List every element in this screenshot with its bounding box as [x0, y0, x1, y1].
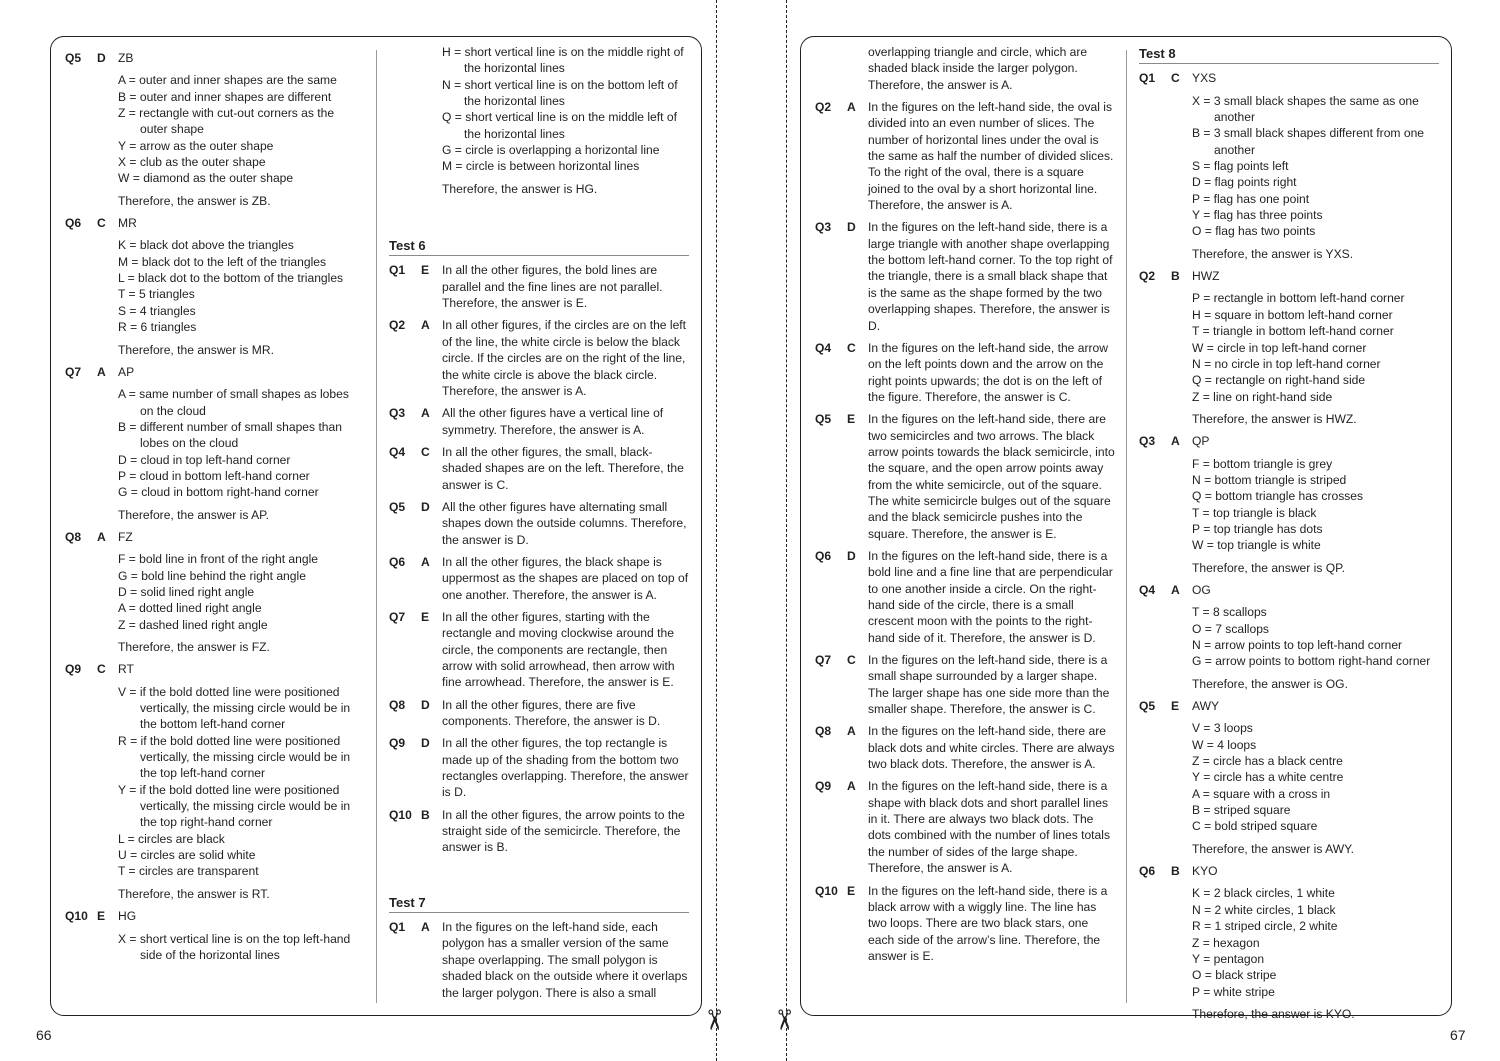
answer-statement: Therefore, the answer is FZ. [118, 640, 270, 654]
key-item: R = 1 striped circle, 2 white [1192, 919, 1338, 934]
scissors-icon: ✂ [698, 1008, 730, 1032]
question-row [389, 554, 689, 603]
answer-letter: A [421, 406, 430, 421]
key-list [1192, 93, 1439, 240]
key-item: W = diamond as the outer shape [118, 171, 294, 186]
key-item: K = black dot above the triangles [118, 238, 294, 253]
key-item: L = black dot to the bottom of the triangles [118, 271, 344, 286]
answer-statement: Therefore, the answer is AP. [118, 507, 270, 522]
question-row [65, 364, 365, 380]
explanation-text: In the figures on the left-hand side, there is a large triangle with another shape overlapping the bottom left-hand corner. To the top right of the triangle, there is a small black shape that is the same as the shape formed by the two overlapping shapes. Therefore, the answer is D. [868, 220, 1113, 333]
key-item: Z = line on right-hand side [1192, 389, 1333, 404]
question-number: Q2 [389, 318, 406, 333]
key-item: X = short vertical line is on the top left-hand side of the horizontal lines [118, 931, 351, 962]
answer-letter: D [421, 499, 430, 514]
answer-statement: Therefore, the answer is MR. [118, 342, 274, 357]
answer-letter: B [1171, 269, 1180, 284]
question-row [1139, 70, 1439, 86]
question-number: Q9 [65, 662, 82, 677]
key-list [118, 386, 365, 500]
answer-code: QP [1192, 434, 1210, 449]
explanation-text: In all other figures, if the circles are on the left of the line, the white circle is below the black circle. If the circles are on the right of the line, the white circle is above the black circle. Therefore, the answer is A. [442, 318, 687, 398]
key-item: W = circle in top left-hand corner [1192, 340, 1367, 355]
key-item: K = 2 black circles, 1 white [1192, 886, 1335, 901]
key-item: S = 4 triangles [118, 303, 196, 318]
answer-statement: Therefore, the answer is OG. [1192, 676, 1348, 691]
explanation-text: In all the other figures, the black shape is uppermost as the shapes are placed on top of one another. Therefore, the answer is A. [442, 554, 689, 602]
key-item: Y = circle has a white centre [1192, 770, 1344, 785]
column-1 [65, 44, 365, 963]
key-list [1192, 720, 1439, 834]
key-item: P = rectangle in bottom left-hand corner [1192, 291, 1405, 306]
key-item: T = 8 scallops [1192, 605, 1267, 620]
answer-code: AP [118, 364, 135, 379]
question-row [1139, 433, 1439, 449]
key-item: T = top triangle is black [1192, 505, 1317, 520]
key-item: V = if the bold dotted line were positioned vertically, the missing circle would be in the bottom left-hand corner [118, 684, 351, 732]
key-item: T = circles are transparent [118, 864, 259, 879]
explanation-text: In all the other figures, the top rectangle is made up of the shading from the bottom two rectangles overlapping. Therefore, the answer is D. [442, 736, 689, 800]
explanation-text: In all the other figures, starting with the rectangle and moving clockwise around the circle, the components are rectangle, then arrow with solid arrowhead, then arrow with fine arrowhead. Therefore, the answer is E. [442, 609, 675, 690]
key-item: N = arrow points to top left-hand corner [1192, 638, 1403, 652]
key-item: P = flag has one point [1192, 191, 1310, 206]
question-row [389, 499, 689, 548]
key-item: G = cloud in bottom right-hand corner [118, 485, 319, 500]
key-item: Z = rectangle with cut-out corners as the outer shape [118, 106, 335, 137]
question-row [65, 529, 365, 545]
question-number: Q1 [1139, 71, 1156, 86]
test-6-heading: Test 6 [389, 238, 689, 256]
explanation-text: In the figures on the left-hand side, each polygon has a smaller version of the same shape overlapping. The small polygon is shaded black on the outside where it overlaps the larger polygon. There is also a small [442, 920, 688, 1000]
answer-code: RT [118, 662, 134, 677]
question-number: Q10 [389, 807, 412, 822]
answer-letter: C [1171, 71, 1180, 86]
key-item: G = circle is overlapping a horizontal line [442, 143, 660, 158]
answer-letter: A [97, 364, 106, 379]
explanation-text: In the figures on the left-hand side, the oval is divided into an even number of slices. The number of horizontal lines under the oval is the same as half the number of divided slices. To the right of the oval, there is a square joined to the oval by a short horizontal line. Therefore, the answer is A. [868, 100, 1114, 213]
key-item: A = same number of small shapes as lobes on the cloud [118, 387, 349, 418]
answer-letter: E [421, 263, 430, 278]
explanation-text: In the figures on the left-hand side, there are two semicircles and two arrows. The black arrow points towards the black semicircle, into the square, and the open arrow points away from the white semicircle, out of the square. The white semicircle bulges out of the square and the black semicircle pushes into the square. Therefore, the answer is E. [868, 412, 1115, 541]
answer-letter: A [847, 779, 856, 794]
question-row [815, 99, 1115, 213]
answer-code: YXS [1192, 71, 1217, 86]
cut-line-right [786, 0, 787, 1061]
column-divider [376, 50, 377, 1003]
answer-statement: Therefore, the answer is AWY. [1192, 841, 1354, 856]
q10-continued-key [442, 44, 689, 175]
question-row [65, 908, 365, 924]
key-item: Y = pentagon [1192, 951, 1265, 966]
question-number: Q6 [815, 548, 832, 563]
explanation-text: In all the other figures, the small, black-shaded shapes are on the left. Therefore, the answer is C. [442, 444, 684, 492]
key-item: L = circles are black [118, 831, 225, 846]
answer-letter: A [97, 529, 106, 544]
question-number: Q8 [389, 697, 406, 712]
explanation-text: In the figures on the left-hand side, the arrow on the left points down and the arrow on the right points upwards; the dot is on the left of the figure. Therefore, the answer is C. [868, 340, 1109, 404]
q1-continued-text: overlapping triangle and circle, which are shaded black inside the larger polygon. Therefore, the answer is A. [868, 45, 1088, 92]
question-row [389, 735, 689, 800]
explanation-text: In the figures on the left-hand side, there is a small shape surrounded by a larger shape. The larger shape has one side more than the smaller shape. Therefore, the answer is C. [868, 653, 1110, 717]
answer-statement: Therefore, the answer is RT. [118, 886, 270, 901]
question-number: Q2 [815, 100, 832, 115]
question-number: Q2 [1139, 269, 1156, 284]
answer-code: OG [1192, 582, 1211, 597]
question-number: Q4 [389, 444, 406, 459]
explanation-text: All the other figures have alternating small shapes down the outside columns. Therefore, the answer is D. [442, 499, 687, 547]
answer-letter: C [97, 216, 106, 231]
key-item: P = top triangle has dots [1192, 521, 1323, 536]
question-row [65, 215, 365, 231]
explanation-text: In all the other figures, there are five components. Therefore, the answer is D. [442, 697, 661, 729]
answer-letter: D [97, 51, 106, 65]
key-item: V = 3 loops [1192, 721, 1253, 736]
question-number: Q9 [815, 779, 832, 794]
question-number: Q5 [1139, 699, 1156, 714]
answer-letter: B [421, 807, 430, 822]
question-row [1139, 268, 1439, 284]
key-item: R = if the bold dotted line were positioned vertically, the missing circle would be in the top left-hand corner [118, 733, 351, 781]
answer-letter: D [421, 697, 430, 712]
question-number: Q6 [1139, 864, 1156, 879]
question-row [815, 723, 1115, 772]
question-number: Q3 [1139, 434, 1156, 449]
explanation-text: In the figures on the left-hand side, there is a black arrow with a wiggly line. The line has two loops. There are two black stars, one each side of the arrow’s line. Therefore, the answer is E. [868, 883, 1108, 963]
key-item: Q = rectangle on right-hand side [1192, 373, 1366, 388]
key-item: P = white stripe [1192, 984, 1275, 999]
key-item: D = solid lined right angle [118, 584, 255, 599]
column-4 [1139, 44, 1439, 1028]
answer-code: ZB [118, 51, 134, 65]
question-row [65, 661, 365, 677]
question-number: Q1 [389, 920, 406, 935]
explanation-text: In all the other figures, the arrow points to the straight side of the semicircle. Therefore, the answer is B. [442, 807, 685, 855]
question-number: Q9 [389, 736, 406, 751]
question-row [389, 262, 689, 311]
answer-code: MR [118, 216, 137, 231]
answer-letter: A [847, 100, 856, 115]
answer-letter: E [847, 412, 856, 427]
explanation-text: All the other figures have a vertical line of symmetry. Therefore, the answer is A. [442, 406, 664, 437]
question-row [389, 919, 689, 1001]
key-item: G = arrow points to bottom right-hand corner [1192, 654, 1431, 669]
key-item: H = square in bottom left-hand corner [1192, 307, 1393, 322]
question-row [815, 340, 1115, 405]
question-row [389, 697, 689, 730]
answer-letter: C [847, 340, 856, 355]
answer-statement: Therefore, the answer is QP. [1192, 560, 1346, 575]
answer-letter: A [421, 920, 430, 935]
key-item: Y = arrow as the outer shape [118, 138, 274, 153]
question-number: Q6 [389, 554, 406, 569]
key-item: A = outer and inner shapes are the same [118, 73, 337, 88]
key-item: H = short vertical line is on the middle right of the horizontal lines [442, 45, 684, 76]
column-3 [815, 44, 1115, 970]
question-number: Q7 [815, 653, 832, 668]
key-item: D = cloud in top left-hand corner [118, 452, 291, 467]
question-number: Q10 [815, 883, 838, 898]
question-number: Q5 [65, 51, 82, 65]
column-2 [389, 44, 689, 1007]
question-row [389, 609, 689, 691]
answer-letter: B [1171, 864, 1180, 879]
question-row [389, 405, 689, 438]
explanation-text: In the figures on the left-hand side, there is a bold line and a fine line that are perpendicular to one another inside a circle. On the right-hand side of the circle, there is a small crescent moon with the points to the right-hand side of it. Therefore, the answer is D. [868, 548, 1113, 645]
key-item: B = 3 small black shapes different from one another [1192, 126, 1425, 157]
key-list [118, 931, 365, 964]
question-row [815, 778, 1115, 876]
key-item: X = club as the outer shape [118, 155, 266, 170]
answer-letter: D [421, 736, 430, 751]
key-item: M = black dot to the left of the triangles [118, 254, 327, 269]
key-item: F = bold line in front of the right angle [118, 552, 319, 567]
key-item: W = top triangle is white [1192, 538, 1321, 553]
question-row [1139, 863, 1439, 879]
answer-code: HG [118, 909, 137, 924]
answer-code: HWZ [1192, 269, 1220, 284]
question-number: Q3 [815, 220, 832, 235]
answer-letter: D [847, 548, 856, 563]
key-list [118, 684, 365, 880]
key-item: B = different number of small shapes than lobes on the cloud [118, 419, 342, 451]
question-number: Q3 [389, 406, 406, 421]
question-number: Q5 [389, 499, 406, 514]
question-row [389, 444, 689, 493]
key-item: U = circles are solid white [118, 848, 256, 863]
key-item: Y = flag has three points [1192, 208, 1323, 223]
answer-letter: A [847, 724, 856, 739]
question-number: Q4 [1139, 582, 1156, 597]
question-row [815, 411, 1115, 542]
key-list [118, 237, 365, 335]
answer-letter: A [421, 318, 430, 333]
cut-line-left [716, 0, 717, 1061]
question-row [815, 219, 1115, 333]
key-list [1192, 456, 1439, 554]
answer-letter: A [421, 554, 430, 569]
key-item: A = square with a cross in [1192, 786, 1331, 801]
answer-statement: Therefore, the answer is HWZ. [1192, 411, 1357, 426]
key-item: Q = bottom triangle has crosses [1192, 489, 1364, 504]
key-item: B = striped square [1192, 803, 1291, 818]
test-7-heading: Test 7 [389, 895, 689, 913]
key-list [1192, 885, 1439, 999]
key-item: G = bold line behind the right angle [118, 568, 306, 583]
answer-letter: C [97, 662, 106, 677]
key-item: B = outer and inner shapes are different [118, 89, 332, 104]
question-number: Q8 [815, 724, 832, 739]
key-item: O = 7 scallops [1192, 621, 1269, 636]
question-row [815, 548, 1115, 646]
answer-statement: Therefore, the answer is HG. [442, 181, 598, 196]
key-list [1192, 604, 1439, 669]
key-item: T = triangle in bottom left-hand corner [1192, 324, 1394, 339]
key-item: R = 6 triangles [118, 320, 197, 335]
key-item: N = bottom triangle is striped [1192, 472, 1347, 487]
answer-letter: A [1171, 434, 1180, 449]
key-item: Z = dashed lined right angle [118, 617, 268, 632]
column-divider [1126, 50, 1127, 1003]
key-item: W = 4 loops [1192, 737, 1257, 752]
question-number: Q7 [389, 609, 406, 624]
key-list [118, 72, 365, 186]
explanation-text: In all the other figures, the bold lines are parallel and the fine lines are not parallel. Therefore, the answer is E. [442, 263, 663, 311]
question-number: Q7 [65, 364, 82, 379]
test-8-heading: Test 8 [1139, 46, 1439, 64]
key-item: T = 5 triangles [118, 287, 195, 302]
question-row [1139, 582, 1439, 598]
question-number: Q6 [65, 216, 82, 231]
answer-letter: E [1171, 699, 1180, 714]
explanation-text: In the figures on the left-hand side, there are black dots and white circles. There are always two black dots. Therefore, the answer is A. [868, 724, 1115, 772]
question-row [815, 652, 1115, 717]
answer-letter: A [1171, 582, 1180, 597]
key-item: M = circle is between horizontal lines [442, 159, 640, 174]
question-row [389, 317, 689, 399]
answer-letter: E [847, 883, 856, 898]
key-item: N = 2 white circles, 1 black [1192, 902, 1336, 917]
scissors-icon: ✂ [768, 1008, 800, 1032]
question-row [1139, 698, 1439, 714]
key-item: O = flag has two points [1192, 224, 1316, 239]
answer-code: KYO [1192, 864, 1218, 879]
key-item: Z = hexagon [1192, 935, 1260, 950]
key-item: Y = if the bold dotted line were positioned vertically, the missing circle would be in the top right-hand corner [118, 782, 351, 830]
key-item: S = flag points left [1192, 159, 1289, 174]
key-item: D = flag points right [1192, 175, 1297, 190]
key-item: Q = short vertical line is on the middle left of the horizontal lines [442, 110, 677, 141]
key-item: O = black stripe [1192, 968, 1277, 983]
question-number: Q8 [65, 529, 82, 544]
answer-code: FZ [118, 529, 133, 544]
key-item: F = bottom triangle is grey [1192, 456, 1333, 471]
key-item: N = short vertical line is on the bottom left of the horizontal lines [442, 77, 678, 109]
answer-statement: Therefore, the answer is ZB. [118, 193, 271, 208]
key-item: C = bold striped square [1192, 819, 1318, 834]
question-number: Q4 [815, 340, 832, 355]
question-row [389, 807, 689, 856]
key-list [1192, 290, 1439, 404]
answer-statement: Therefore, the answer is KYO. [1192, 1006, 1355, 1021]
key-item: N = no circle in top left-hand corner [1192, 356, 1381, 371]
page-number-right: 67 [1450, 1027, 1466, 1043]
question-row [815, 883, 1115, 965]
question-row [65, 50, 365, 66]
key-item: P = cloud in bottom left-hand corner [118, 468, 310, 483]
key-item: X = 3 small black shapes the same as one another [1192, 93, 1419, 125]
answer-statement: Therefore, the answer is YXS. [1192, 246, 1354, 261]
key-item: Z = circle has a black centre [1192, 754, 1343, 769]
answer-letter: D [847, 220, 856, 235]
key-item: A = dotted lined right angle [118, 601, 262, 616]
page-number-left: 66 [36, 1027, 52, 1043]
answer-letter: C [421, 444, 430, 459]
question-number: Q5 [815, 412, 832, 427]
question-number: Q10 [65, 909, 88, 924]
answer-letter: E [421, 609, 430, 624]
explanation-text: In the figures on the left-hand side, there is a shape with black dots and short parallel lines in it. There are always two black dots. The dots combined with the number of lines totals the number of sides of the large shape. Therefore, the answer is A. [868, 779, 1111, 876]
answer-letter: C [847, 653, 856, 668]
answer-letter: E [97, 909, 106, 924]
question-number: Q1 [389, 263, 406, 278]
answer-code: AWY [1192, 699, 1220, 714]
key-list [118, 551, 365, 633]
